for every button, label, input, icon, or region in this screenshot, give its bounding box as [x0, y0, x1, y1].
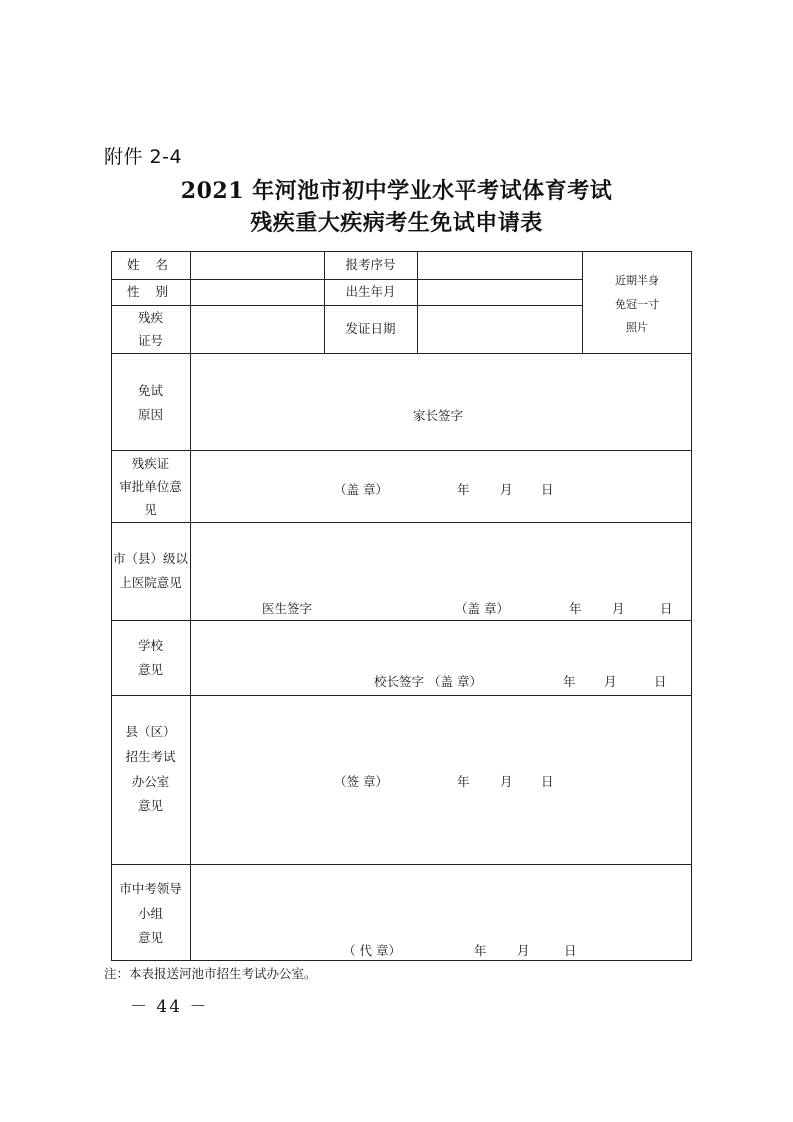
leadership-label-line1: 市中考领导	[119, 881, 182, 896]
cert-unit-opinion-field[interactable]	[192, 452, 690, 521]
disability-cert-label-line2: 证号	[137, 333, 163, 348]
county-office-seal: （签 章）	[334, 774, 388, 789]
photo-hint-line3: 照片	[626, 321, 648, 334]
photo-box[interactable]	[583, 252, 691, 353]
school-label-line2: 意见	[137, 662, 163, 677]
day-label: 日	[654, 674, 667, 689]
leadership-label-line2: 小组	[137, 906, 163, 921]
leadership-opinion-field[interactable]	[192, 866, 690, 959]
month-label: 月	[612, 601, 625, 616]
month-label: 月	[517, 943, 530, 958]
gender-label: 性 别	[127, 284, 174, 299]
table-border-left	[111, 251, 112, 961]
hospital-label-line2: 上医院意见	[119, 575, 182, 590]
exam-number-label: 报考序号	[345, 257, 396, 272]
page-number: － 44 －	[130, 997, 209, 1017]
county-office-label-line4: 意见	[137, 798, 163, 813]
row-divider	[111, 864, 692, 865]
disability-cert-label-line1: 残疾	[137, 310, 163, 325]
gender-field[interactable]	[192, 281, 323, 304]
exam-number-field[interactable]	[419, 253, 581, 278]
day-label: 日	[564, 943, 577, 958]
column-divider	[417, 251, 418, 354]
footnote: 注：本表报送河池市招生考试办公室。	[104, 966, 317, 981]
month-label: 月	[500, 774, 513, 789]
year-label: 年	[563, 674, 576, 689]
parent-signature-label: 家长签字	[413, 408, 464, 423]
table-border-bottom	[111, 960, 692, 961]
day-label: 日	[541, 482, 554, 497]
month-label: 月	[604, 674, 617, 689]
disability-cert-field[interactable]	[192, 307, 323, 352]
name-label: 姓 名	[127, 257, 174, 272]
year-label: 年	[457, 482, 470, 497]
cert-unit-seal: （盖 章）	[334, 482, 388, 497]
row-divider	[111, 620, 692, 621]
county-office-label-line2: 招生考试	[125, 749, 176, 764]
year-label: 年	[569, 601, 582, 616]
cert-unit-label-line1: 残疾证	[131, 456, 170, 471]
leadership-seal: （ 代 章）	[343, 943, 401, 958]
day-label: 日	[660, 601, 673, 616]
issue-date-field[interactable]	[419, 307, 581, 352]
annex-label: 附件 2-4	[104, 146, 183, 168]
issue-date-label: 发证日期	[345, 321, 396, 336]
row-divider	[111, 353, 692, 354]
school-label-line1: 学校	[137, 638, 163, 653]
row-divider	[111, 522, 692, 523]
cert-unit-label-line3: 见	[144, 502, 157, 517]
row-divider	[111, 695, 692, 696]
hospital-seal: （盖 章）	[455, 601, 509, 616]
hospital-label-line1: 市（县）级以	[112, 551, 188, 566]
day-label: 日	[541, 774, 554, 789]
year-label: 年	[457, 774, 470, 789]
principal-signature-seal: 校长签字 （盖 章）	[374, 674, 482, 689]
county-office-label-line3: 办公室	[131, 774, 170, 789]
county-office-opinion-field[interactable]	[192, 697, 690, 863]
doctor-signature-label: 医生签字	[262, 601, 313, 616]
reason-field[interactable]	[192, 355, 690, 449]
reason-label-line1: 免试	[137, 383, 163, 398]
birth-date-field[interactable]	[419, 281, 581, 304]
photo-hint-line1: 近期半身	[615, 274, 659, 287]
cert-unit-label-line2: 审批单位意	[119, 479, 182, 494]
table-border-right	[691, 251, 692, 961]
row-divider	[111, 450, 692, 451]
birth-date-label: 出生年月	[345, 284, 396, 299]
name-field[interactable]	[192, 253, 323, 278]
form-title-line-2: 残疾重大疾病考生免试申请表	[250, 210, 543, 236]
month-label: 月	[500, 482, 513, 497]
reason-label-line2: 原因	[137, 407, 163, 422]
leadership-label-line3: 意见	[137, 930, 163, 945]
year-label: 年	[474, 943, 487, 958]
county-office-label-line1: 县（区）	[125, 724, 176, 739]
form-title-line-1: 2021 年河池市初中学业水平考试体育考试	[180, 178, 613, 204]
label-column-divider	[190, 251, 191, 961]
photo-hint-line2: 免冠一寸	[615, 298, 659, 311]
